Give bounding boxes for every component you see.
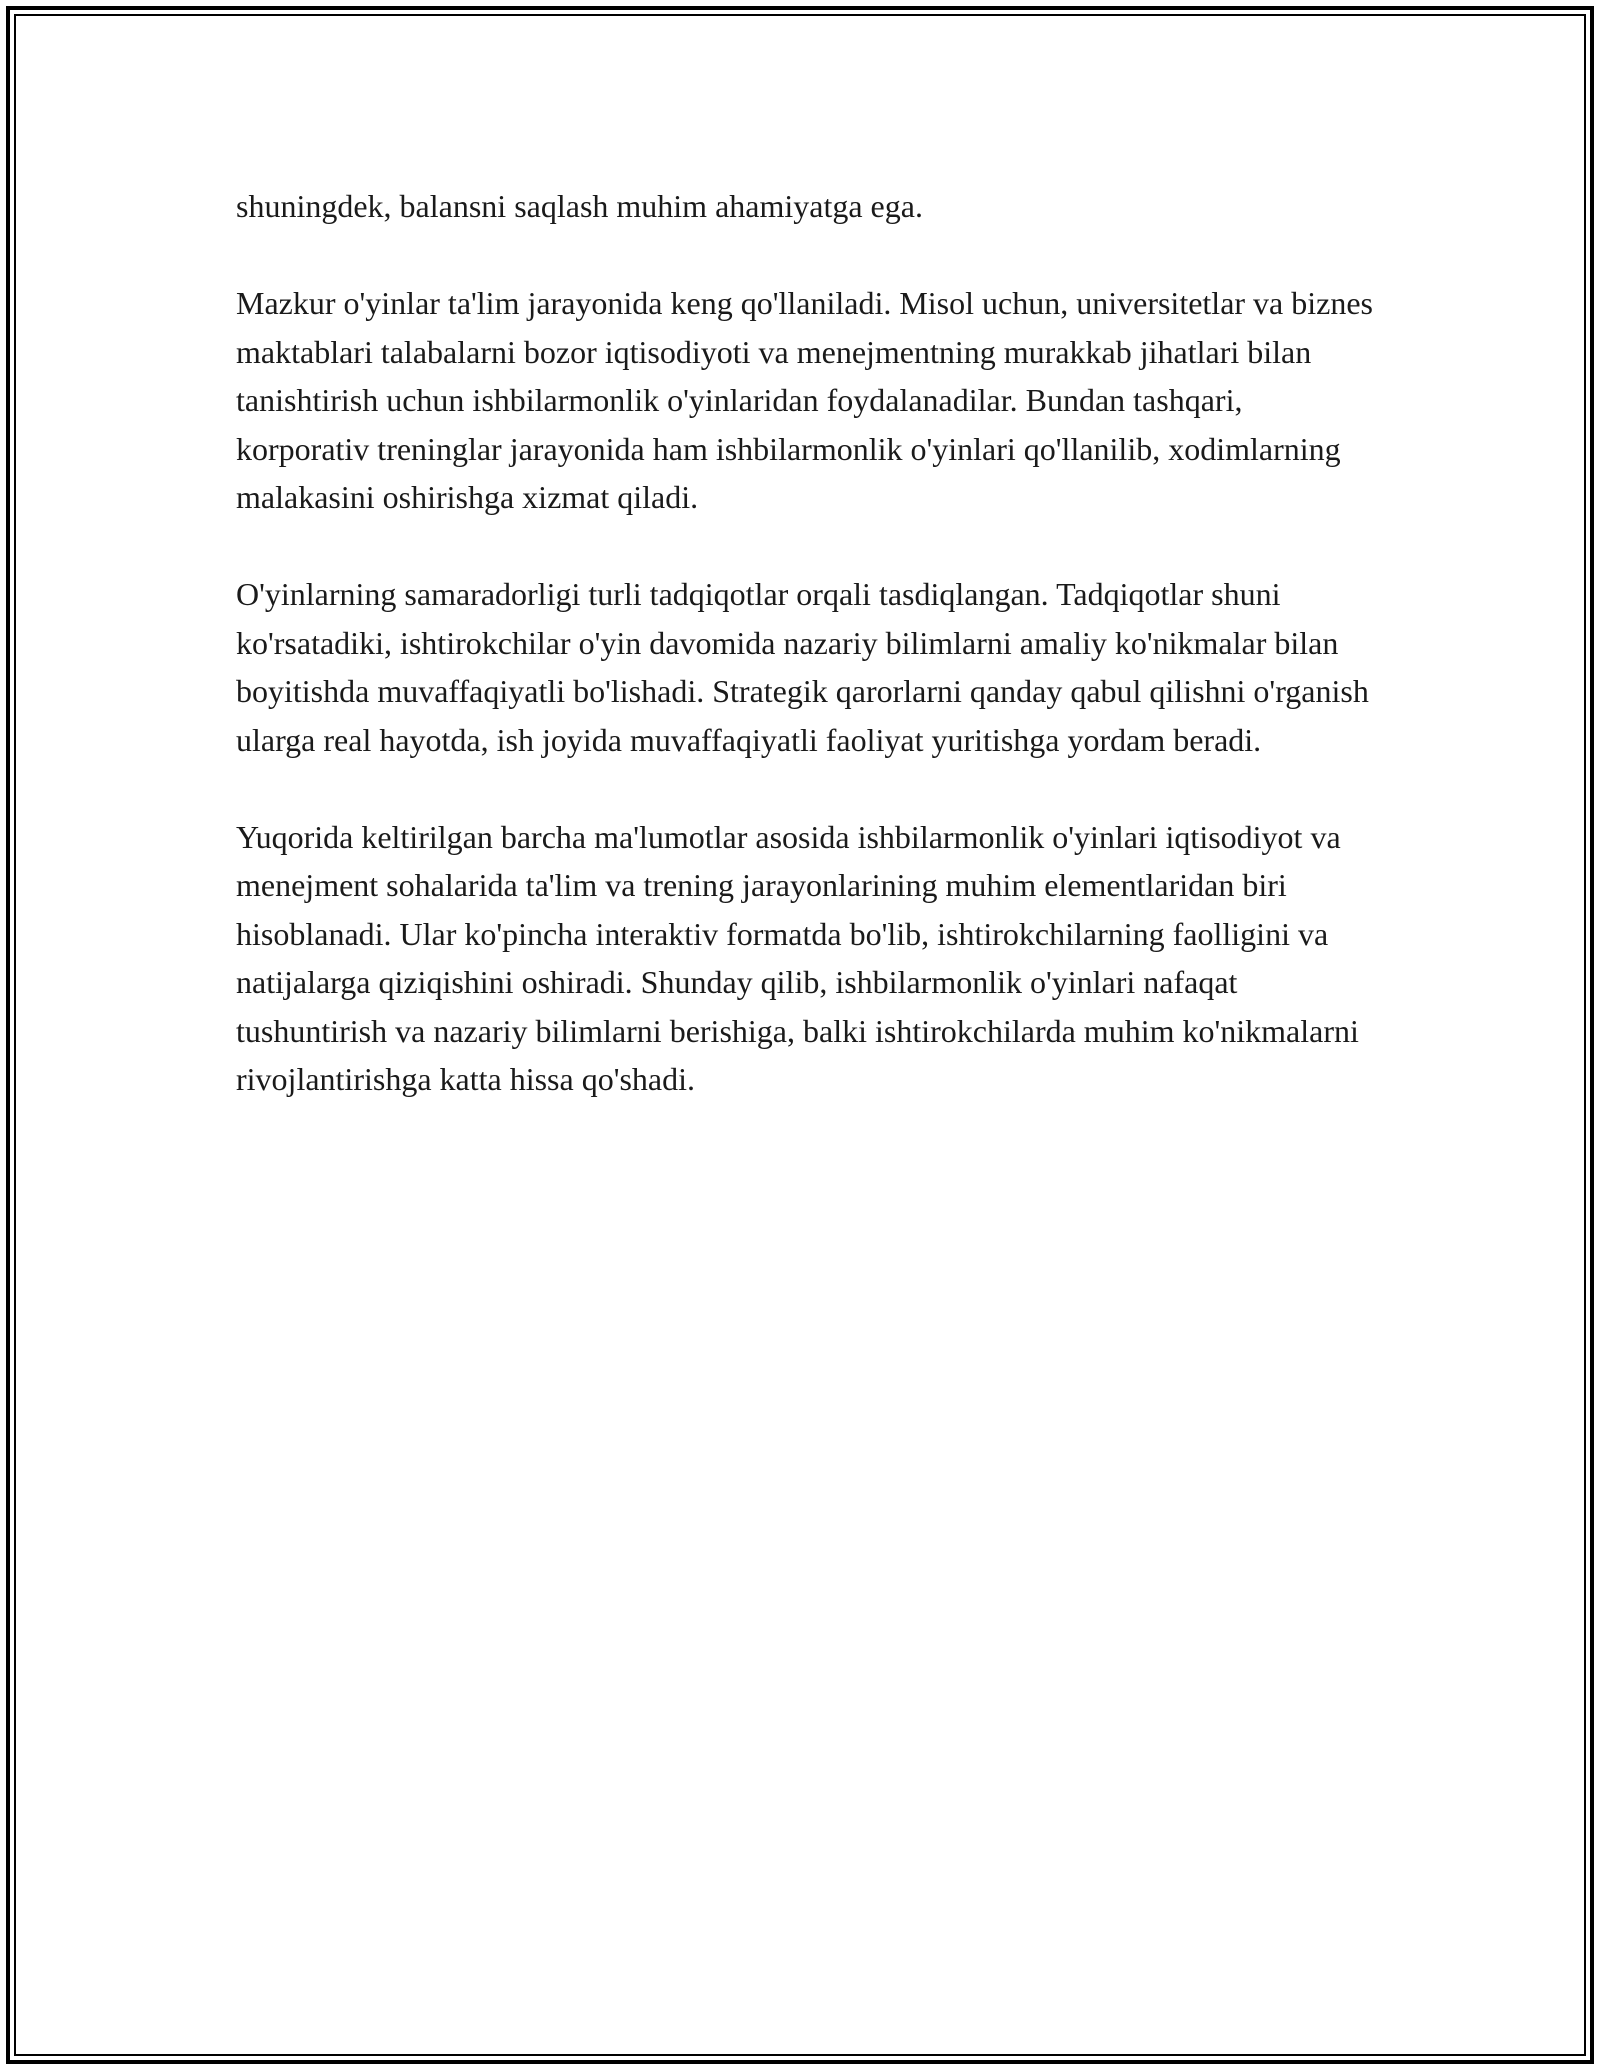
- paragraph-2: Mazkur o'yinlar ta'lim jarayonida keng qo'llaniladi. Misol uchun, universitetlar va biznes maktablari talabalarni bozor iqtisodiyoti va menejmentning murakkab jihatlari bilan tanishtirish uchun ishbilarmonlik o'yinlaridan foydalanadilar. Bundan tashqari, korporativ treninglar jarayonida ham ishbilarmonlik o'yinlari qo'llanilib, xodimlarning malakasini oshirishga xizmat qiladi.: [236, 285, 1373, 515]
- paragraph-4: Yuqorida keltirilgan barcha ma'lumotlar asosida ishbilarmonlik o'yinlari iqtisodiyot va menejment sohalarida ta'lim va trening jarayonlarining muhim elementlaridan biri hisoblanadi. Ular ko'pincha interaktiv formatda bo'lib, ishtirokchilarning faolligini va natijalarga qiziqishini oshiradi. Shunday qilib, ishbilarmonlik o'yinlari nafaqat tushuntirish va nazariy bilimlarni berishiga, balki ishtirokchilarda muhim ko'nikmalarni rivojlantirishga katta hissa qo'shadi.: [236, 818, 1359, 1097]
- document-body: [236, 182, 1376, 1104]
- paragraph-1: shuningdek, balansni saqlash muhim ahamiyatga ega.: [236, 188, 923, 224]
- paragraph-3: O'yinlarning samaradorligi turli tadqiqotlar orqali tasdiqlangan. Tadqiqotlar shuni ko'rsatadiki, ishtirokchilar o'yin davomida nazariy bilimlarni amaliy ko'nikmalar bilan boyitishda muvaffaqiyatli bo'lishadi. Strategik qarorlarni qanday qabul qilishni o'rganish ularga real hayotda, ish joyida muvaffaqiyatli faoliyat yuritishga yordam beradi.: [236, 576, 1369, 758]
